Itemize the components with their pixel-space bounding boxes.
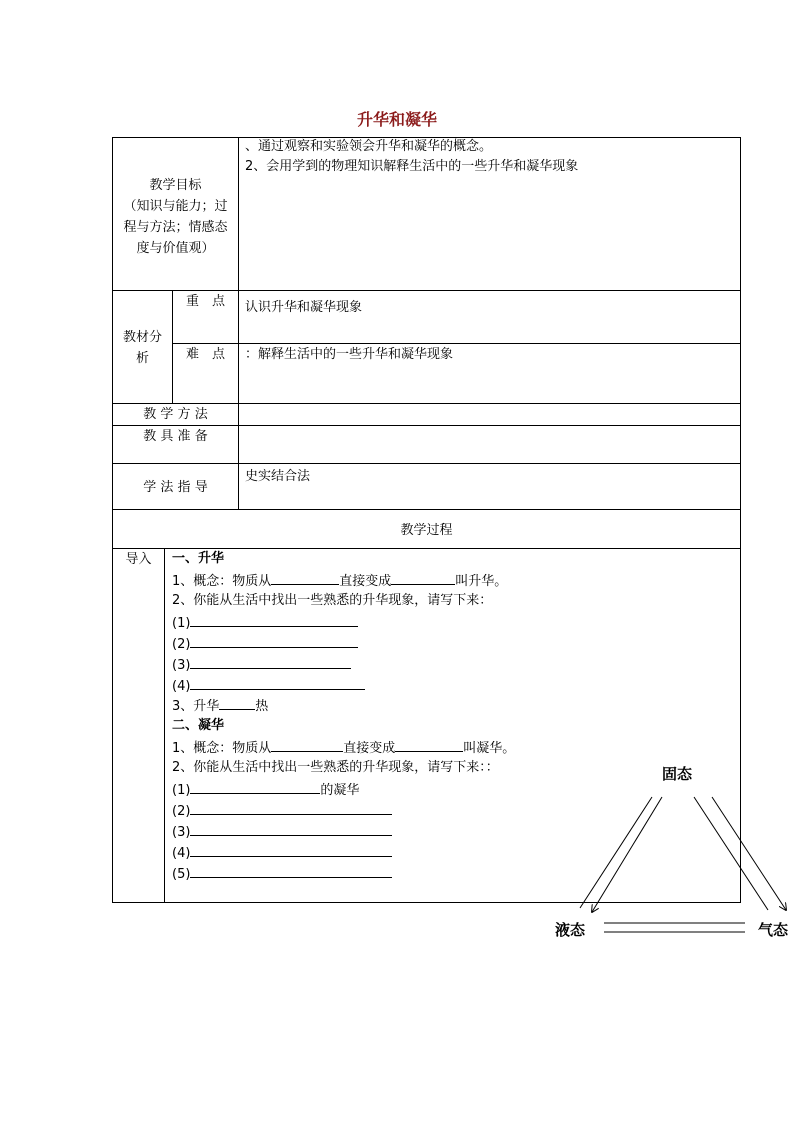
- key-point-label: 重 点: [185, 294, 225, 309]
- arrow-line: [580, 797, 652, 908]
- item-number: (1): [172, 783, 191, 798]
- item-number: (1): [172, 616, 191, 631]
- concept-suffix: 叫凝华。: [463, 741, 516, 756]
- method-label: 教 学 方 法: [143, 407, 208, 422]
- goals-label-line: 度与价值观）: [136, 241, 215, 256]
- intro-label: 导入: [125, 552, 152, 567]
- concept-suffix: 叫升华。: [455, 574, 508, 589]
- item-number: (5): [172, 867, 191, 882]
- heat-prefix: 3、升华: [172, 699, 220, 714]
- concept-middle: 直接变成: [343, 741, 396, 756]
- analysis-label-line: 析: [135, 351, 149, 366]
- item-number: (2): [172, 804, 191, 819]
- concept-prefix: 1、概念：物质从: [172, 741, 272, 756]
- guide-value: 史实结合法: [245, 469, 311, 484]
- key-point-value: 认识升华和凝华现象: [245, 300, 363, 315]
- page-title: 升华和凝华: [356, 110, 437, 129]
- concept-middle: 直接变成: [339, 574, 392, 589]
- liquid-state-label: 液态: [555, 921, 586, 939]
- section1-question: 2、你能从生活中找出一些熟悉的升华现象，请写下来：: [172, 593, 493, 608]
- section1-heading: 一、升华: [172, 551, 225, 566]
- analysis-label-line: 教材分: [122, 330, 162, 345]
- item-number: (3): [172, 658, 191, 673]
- tools-label: 教 具 准 备: [143, 429, 208, 444]
- section2-heading: 二、凝华: [172, 718, 225, 733]
- process-header: 教学过程: [400, 523, 453, 538]
- arrow-line: [592, 797, 662, 912]
- goal-item: 2、会用学到的物理知识解释生活中的一些升华和凝华现象: [245, 159, 579, 174]
- item-number: (2): [172, 637, 191, 652]
- item-number: (3): [172, 825, 191, 840]
- arrow-line: [712, 797, 786, 910]
- difficult-point-value: ：解释生活中的一些升华和凝华现象: [245, 347, 454, 362]
- difficult-point-label: 难 点: [185, 347, 225, 362]
- section2-question: 2、你能从生活中找出一些熟悉的升华现象，请写下来：：: [172, 760, 499, 775]
- item-number: (4): [172, 679, 191, 694]
- heat-suffix: 热: [255, 699, 269, 714]
- guide-label: 学 法 指 导: [143, 480, 208, 495]
- item-number: (4): [172, 846, 191, 861]
- concept-prefix: 1、概念：物质从: [172, 574, 272, 589]
- goals-label-line: 教学目标: [149, 178, 202, 193]
- item-suffix: 的凝华: [320, 783, 360, 798]
- solid-state-label: 固态: [662, 765, 693, 783]
- goals-label-line: （知识与能力；过: [123, 199, 228, 214]
- goal-item: 、通过观察和实验领会升华和凝华的概念。: [245, 139, 493, 154]
- arrow-line: [694, 797, 768, 910]
- goals-label-line: 程与方法；情感态: [123, 220, 228, 235]
- gas-state-label: 气态: [758, 921, 789, 939]
